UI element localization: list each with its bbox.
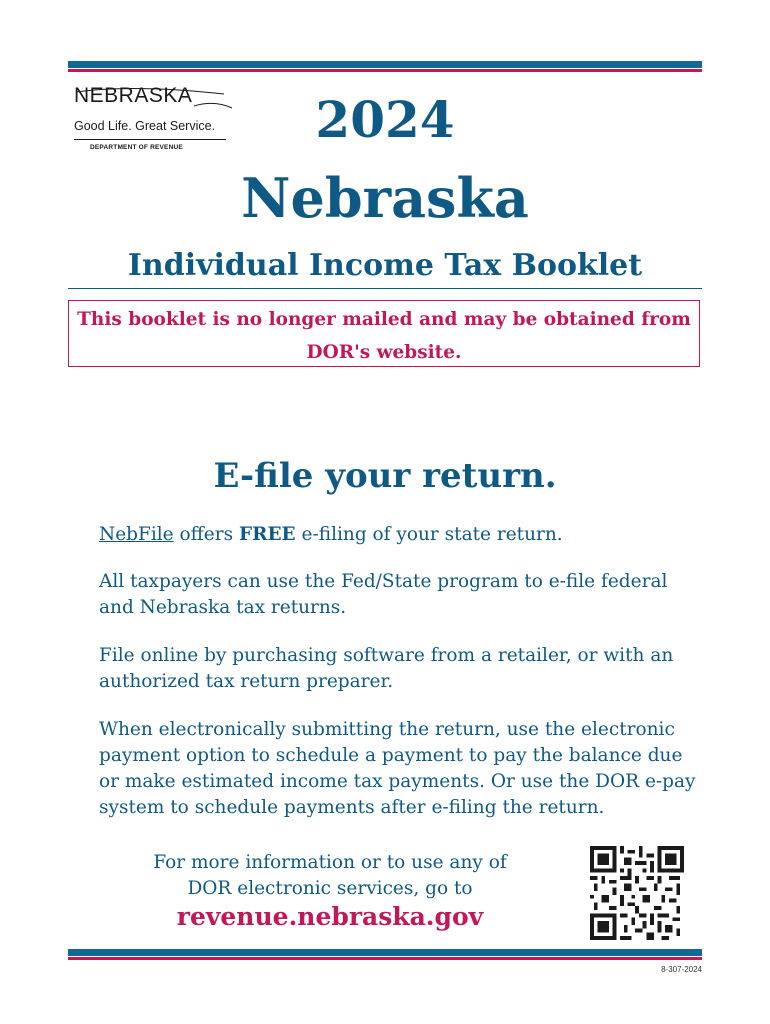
nebfile-paragraph	[99, 522, 699, 548]
top-rule-blue	[68, 61, 702, 68]
subtitle-rule	[68, 288, 702, 289]
more-info-line-1: For more information or to use any of	[153, 852, 507, 873]
booklet-subtitle: Individual Income Tax Booklet	[127, 248, 643, 283]
free-text: FREE	[238, 524, 296, 545]
p1-mid: offers	[173, 524, 239, 545]
bottom-rule-pink	[68, 957, 702, 960]
p1-end: e-filing of your state return.	[295, 524, 563, 545]
more-info-text	[120, 850, 540, 902]
form-code: 8-307-2024	[661, 965, 702, 974]
bottom-rule-blue	[68, 949, 702, 956]
logo-tagline: Good Life. Great Service.	[74, 119, 216, 133]
qr-code-icon[interactable]	[590, 846, 684, 940]
notice-line-1: This booklet is no longer mailed and may be obtained from	[77, 309, 691, 330]
software-paragraph: File online by purchasing software from a retailer, or with an authorized tax return preparer.	[99, 645, 674, 692]
revenue-url[interactable]: revenue.nebraska.gov	[176, 902, 484, 931]
notice-box	[68, 300, 700, 367]
efile-heading: E-file your return.	[213, 456, 557, 496]
notice-line-2: DOR's website.	[306, 342, 462, 363]
more-info-line-2: DOR electronic services, go to	[187, 878, 473, 899]
logo-department: DEPARTMENT OF REVENUE	[90, 144, 183, 151]
booklet-state: Nebraska	[241, 166, 529, 230]
nebfile-link[interactable]: NebFile	[99, 524, 174, 545]
booklet-year: 2024	[315, 90, 455, 149]
fedstate-paragraph: All taxpayers can use the Fed/State program to e-file federal and Nebraska tax returns.	[99, 571, 668, 618]
logo-name: NEBRASKA	[74, 84, 193, 107]
payment-paragraph: When electronically submitting the return, use the electronic payment option to schedule a payment to pay the balance due or make estimated income tax payments. Or use the DOR e-pay system to schedule payments after e-filing the return.	[99, 719, 696, 818]
top-rule-pink	[68, 69, 702, 72]
